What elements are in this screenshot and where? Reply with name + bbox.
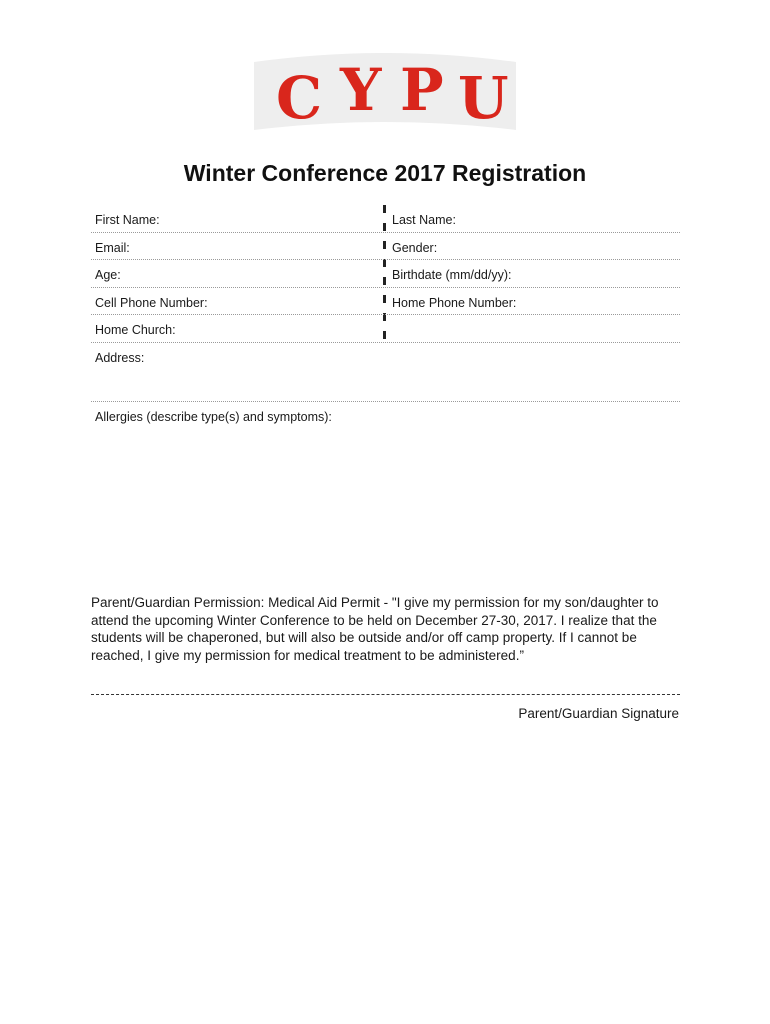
- logo-letter-u: U: [458, 64, 509, 132]
- form-row: [91, 315, 680, 343]
- permission-line: attend the upcoming Winter Conference to be held on December 27-30, 2017. I realize that the: [91, 612, 657, 628]
- signature-line[interactable]: [91, 694, 680, 695]
- form-row: [91, 233, 680, 261]
- last-name-field[interactable]: Last Name:: [392, 213, 456, 227]
- logo-letter-p: P: [400, 56, 444, 124]
- allergies-field[interactable]: Allergies (describe type(s) and symptoms):: [95, 409, 332, 424]
- permission-text: [91, 594, 691, 664]
- form-row: [91, 260, 680, 288]
- signature-label: Parent/Guardian Signature: [518, 706, 679, 721]
- home-church-field[interactable]: Home Church:: [95, 323, 176, 337]
- permission-line: Parent/Guardian Permission: Medical Aid Permit - "I give my permission for my son/daughter to: [91, 595, 659, 610]
- logo-letter-y: Y: [340, 56, 382, 124]
- form-title: Winter Conference 2017 Registration: [183, 160, 587, 186]
- cell-phone-field[interactable]: Cell Phone Number:: [95, 295, 208, 310]
- logo-letter-c: C: [276, 64, 323, 132]
- form-row: [91, 288, 680, 316]
- form-row: [91, 205, 680, 233]
- address-field[interactable]: Address:: [95, 350, 145, 365]
- permission-line: students will be chaperoned, but will also be outside and/or off camp property. If I cannot be: [91, 630, 637, 645]
- logo-banner: [250, 50, 520, 140]
- gender-field[interactable]: Gender:: [392, 240, 438, 255]
- form-row: [91, 402, 680, 432]
- email-field[interactable]: Email:: [95, 240, 130, 255]
- first-name-field[interactable]: First Name:: [95, 213, 160, 227]
- age-field[interactable]: Age:: [95, 268, 121, 282]
- form-row: [91, 343, 680, 402]
- birthdate-field[interactable]: Birthdate (mm/dd/yy):: [392, 268, 512, 282]
- registration-form: [91, 205, 680, 432]
- cypu-logo: [250, 50, 520, 140]
- home-phone-field[interactable]: Home Phone Number:: [392, 295, 517, 310]
- permission-line: reached, I give my permission for medical treatment to be administered.”: [91, 647, 524, 663]
